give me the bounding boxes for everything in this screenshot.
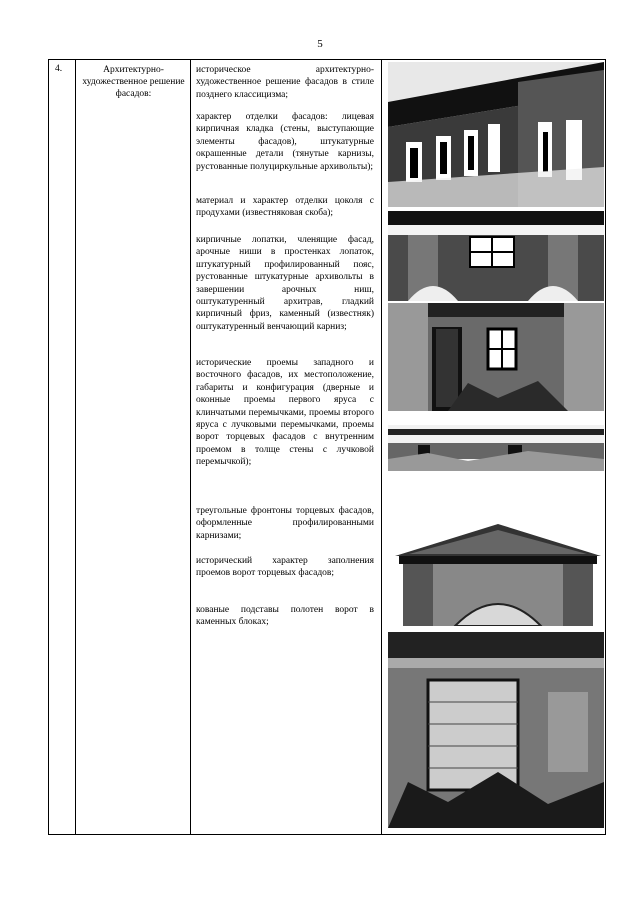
paragraph-gate-hinges: кованые подставы полотен ворот в каменных блоках; xyxy=(196,605,374,628)
gate-opening-photo xyxy=(388,632,604,828)
paragraph-openings: исторические проемы западного и восточного фасадов, их местоположение, габариты и конфигурация (дверные и оконные проемы первого яруса с клинчатыми перемычками, проемы второго яруса с лучковыми перемычками, проемы ворот торцевых фасадов с внутренним проемом в толще стены с лучковой перемычкой); xyxy=(196,358,374,468)
column-divider xyxy=(75,59,76,835)
paragraph-finish: характер отделки фасадов: лицевая кирпичная кладка (стены, выступающие элементы фасадов), штукатурные окрашенные детали (тянутые карнизы, рустованные полуциркульные архивольты); xyxy=(196,112,374,172)
page-number: 5 xyxy=(317,38,323,50)
column-divider xyxy=(381,59,382,835)
plinth-strip-photo xyxy=(388,425,604,471)
facade-arcade-photo xyxy=(388,62,604,207)
facade-window-frieze-photo xyxy=(388,211,604,301)
paragraph-plinth: материал и характер отделки цоколя с продухами (известняковая скоба); xyxy=(196,196,374,219)
paragraph-style: историческое архитектурно-художественное решение фасадов в стиле позднего классицизма; xyxy=(196,65,374,100)
column-divider xyxy=(190,59,191,835)
paragraph-pilasters: кирпичные лопатки, членящие фасад, арочные ниши в простенках лопаток, штукатурный профилированный пояс, рустованные штукатурные архивольты в завершении арочных ниш, оштукатуренный архитрав, гладкий кирпичный фриз, каменный (известняк) оштукатуренный венчающий карниз; xyxy=(196,235,374,332)
gable-pediment-photo xyxy=(395,522,601,626)
row-number: 4. xyxy=(55,64,63,74)
row-title: Архитектурно-художественное решение фасадов: xyxy=(82,65,185,99)
paragraph-gate-fill: исторический характер заполнения проемов ворот торцевых фасадов; xyxy=(196,556,374,579)
paragraph-pediments: треугольные фронтоны торцевых фасадов, оформленные профилированными карнизами; xyxy=(196,506,374,541)
facade-door-window-photo xyxy=(388,303,604,411)
